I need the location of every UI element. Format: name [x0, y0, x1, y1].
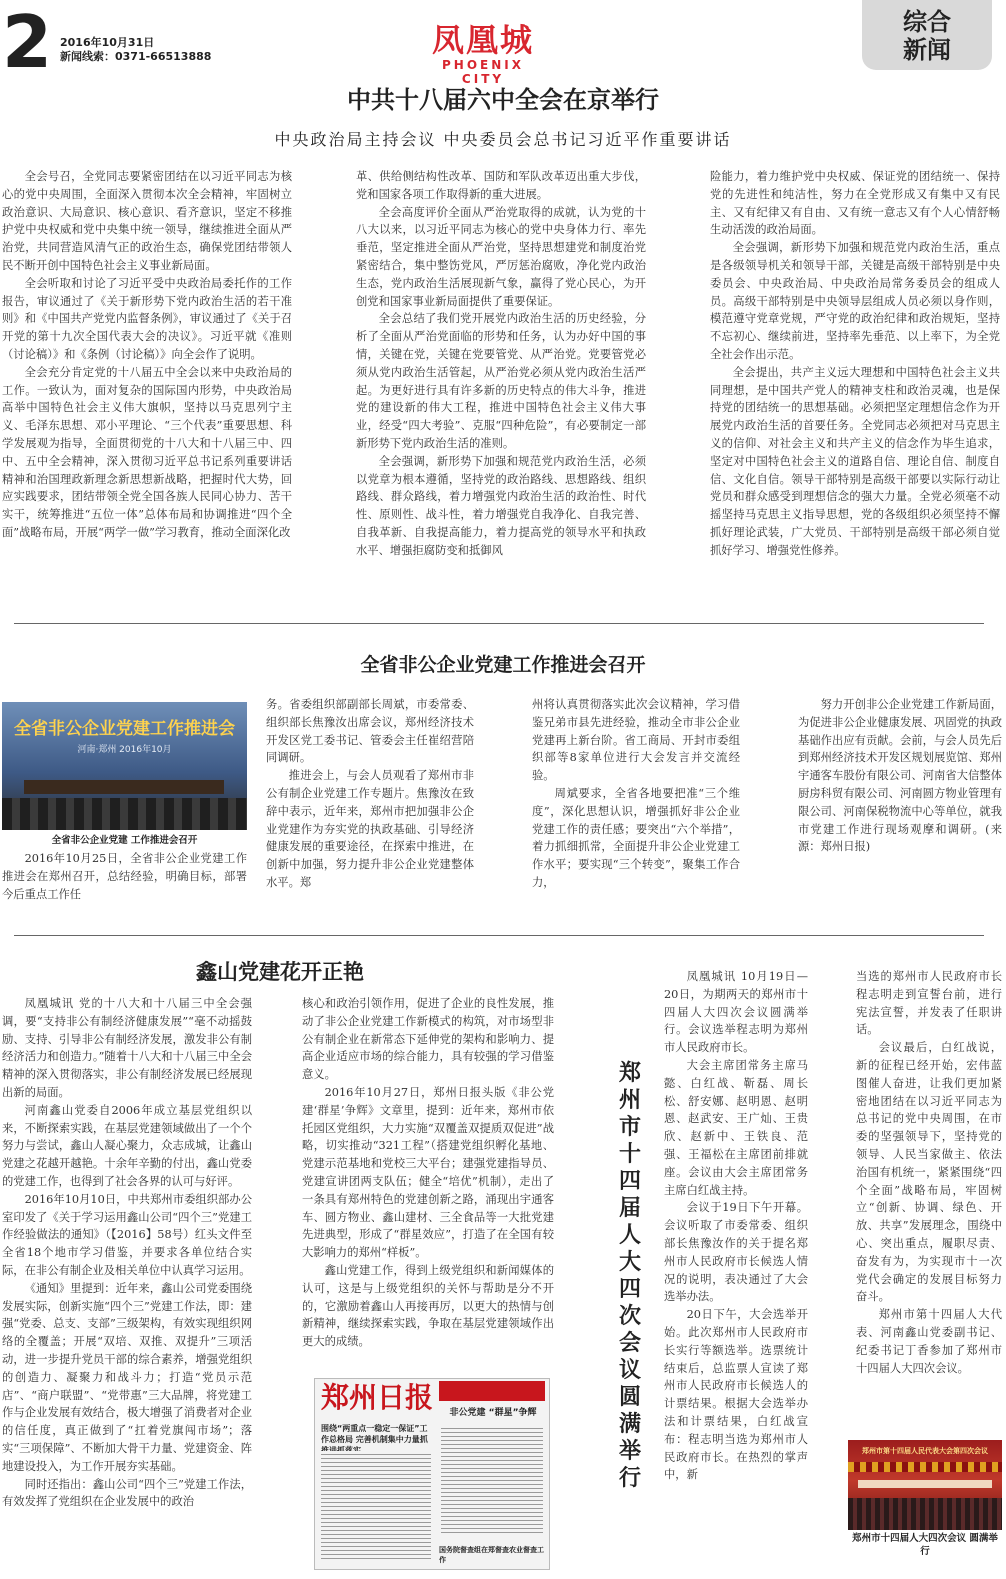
paragraph: 20日下午，大会选举开始。此次郑州市人民政府市长实行等额选举。选票统计结束后，总监票人宣读了郑州市人民政府市长候选人的计票结果。根据大会选举办法和计票结果，白红战宣布：程志明当选为郑州市人民政府市长。在热烈的掌声中，新 — [664, 1308, 808, 1482]
section-divider — [14, 623, 984, 624]
headline-plenum: 中共十八届六中全会在京举行 — [347, 86, 659, 114]
paragraph: 全会高度评价全面从严治党取得的成就，认为党的十八大以来，以习近平同志为核心的党中央身体力行、率先垂范，坚定推进全面从严治党，坚持思想建党和制度治党紧密结合，集中整饬党风，严厉惩治腐败，净化党内政治生态，党内政治生活展现新气象，赢得了党心民心，为开创党和国家事业新局面提供了重要保证。 — [356, 205, 646, 308]
paragraph: 鑫山党建工作，得到上级党组织和新闻媒体的认可，这是与上级党组织的关怀与帮助是分不开的，它激励着鑫山人再接再厉，以更大的热情与创新精神，继续探索实践，争取在基层党建领域作出更大的成绩。 — [302, 1263, 554, 1349]
congress-photo-caption: 郑州市十四届人大四次会议 圆满举行 — [852, 1533, 998, 1557]
congress-photo — [848, 1440, 1002, 1530]
paragraph: 努力开创非公企业党建工作新局面，为促进非公企业健康发展、巩固党的执政基础作出应有贡献。会前，与会人员先后到郑州经济技术开发区规划展览馆、郑州宇通客车股份有限公司、河南省大信整体厨房科贸有限公司、河南圆方物业管理有限公司、河南保税物流中心等单位，就我市党建工作进行现场观摩和调研。(来源：郑州日报) — [798, 698, 1002, 854]
paragraph: 会议最后，白红战说，新的征程已经开始，宏伟蓝图催人奋进，让我们更加紧密地团结在以习近平同志为总书记的党中央周围，在市委的坚强领导下，坚持党的领导、人民当家做主、依法治国有机统一，紧紧围绕“四个全面”战略布局，牢固树立“创新、协调、绿色、开放、共享”发展理念，围绕中心、突出重点，履职尽责、奋发有为，为实现市十一次党代会确定的发展目标努力奋斗。 — [856, 1041, 1002, 1304]
paragraph: 2016年10月25日，全省非公企业党建工作推进会在郑州召开，总结经验，明确目标，部署今后重点工作任 — [2, 852, 247, 901]
paragraph: 全会号召，全党同志要紧密团结在以习近平同志为核心的党中央周围，全面深入贯彻本次全会精神，牢固树立政治意识、大局意识、核心意识、看齐意识，坚定不移推护党中央权威和党中央集中统一领导，继续推进全面从严治党，共同营造风清气正的政治生态，确保党团结带领人民不断开创中国特色社会主义事业新局面。 — [2, 170, 292, 272]
paragraph: 全会强调，新形势下加强和规范党内政治生活，重点是各级领导机关和领导干部，关键是高级干部特别是中央委员会、中央政治局、中央政治局常务委员会的组成人员。高级干部特别是中央领导层组成人员必须以身作则，模范遵守党章党规，严守党的政治纪律和政治规矩，坚持不忘初心、继续前进，坚持率先垂范、以上率下，为全党全社会作出示范。 — [710, 241, 1000, 361]
paragraph: 郑州市第十四届人大代表、河南鑫山党委副书记、纪委书记丁香参加了郑州市十四届人大四次会议。 — [856, 1308, 1002, 1375]
section-tab — [862, 0, 992, 70]
xinshan-column-1 — [2, 995, 252, 1570]
newspaper-clipping-inset-title: 非公党建 “群星”争辉 — [449, 1408, 537, 1418]
congress-photo-banner: 郑州市第十四届人民代表大会第四次会议 — [862, 1447, 988, 1455]
section-divider — [14, 935, 984, 936]
paragraph: 全会总结了我们党开展党内政治生活的历史经验，分析了全面从严治党面临的形势和任务，认为办好中国的事情，关键在党，关键在党要管党、从严治党。党要管党必须从党内政治生活管起，从严治党必须从党内政治生活严起。为更好进行具有许多新的历史特点的伟大斗争，推进党的建设新的伟大工程，推进中国特色社会主义伟大事业，经受“四大考验”、克服“四种危险”，有必要制定一部新形势下党内政治生活的准则。 — [356, 312, 646, 450]
paragraph: 《通知》里提到：近年来，鑫山公司党委围绕发展实际，创新实施“四个三”党建工作法，即：建强“党委、总支、支部”三级架构，有效实现组织网络的全覆盖；开展“双培、双推、双提升”三项活动，进一步提升党员干部的综合素养，增强党组织的创造力、凝聚力和战斗力；打造“党员示范店”、“商户联盟”、“党带惠”三大品牌，将党建工作与企业发展有效结合，极大增强了消费者对企业的信任度，真正做到了“扛着党旗闯市场”；落实“三项保障”、不断加大骨干力量、党建资金、阵地建设投入，为工作开展夯实基础。 — [2, 1281, 252, 1473]
newspaper-clipping-text-lines — [321, 1451, 431, 1561]
paragraph: 大会主席团常务主席马懿、白红战、靳磊、周长松、舒安娜、赵明恩、赵明恩、赵武安、王广灿、王贵欣、赵新中、王铁良、范强、王福松在主席团前排就座。会议由大会主席团常务主席白红战主持。 — [664, 1058, 808, 1197]
meeting-podium — [24, 780, 224, 794]
headline-xinshan: 鑫山党建花开正艳 — [196, 960, 364, 984]
section-tab-line1: 综合 — [903, 8, 951, 36]
meeting-photo — [2, 702, 247, 830]
newspaper-clipping — [314, 1378, 550, 1570]
plenum-column-3 — [710, 168, 1000, 598]
newspaper-clipping-footer: 国务院督查组在郑督查农业督查工作 — [439, 1546, 544, 1564]
plenum-column-1 — [2, 168, 292, 598]
paragraph: 同时还指出：鑫山公司“四个三”党建工作法，有效发挥了党组织在企业发展中的政治 — [2, 1477, 252, 1509]
paragraph: 会议于19日下午开幕。会议听取了市委常委、组织部长焦豫汝作的关于提名郑州市人民政府市长候选人情况的说明，表决通过了大会选举办法。 — [664, 1201, 808, 1304]
paragraph: 务。省委组织部副部长周斌，市委常委、组织部长焦豫汝出席会议，郑州经济技术开发区党工委书记、管委会主任崔绍营陪同调研。 — [266, 698, 474, 765]
paragraph: 河南鑫山党委自2006年成立基层党组织以来，不断探索实践，在基层党建领域做出了一个个努力与尝试，鑫山人凝心聚力，众志成城，让鑫山党建之花越开越艳。十余年辛勤的付出，鑫山党委的党建工作，也得到了社会各界的认可与好评。 — [2, 1103, 252, 1188]
paragraph: 全会强调，新形势下加强和规范党内政治生活，必须以党章为根本遵循，坚持党的政治路线、思想路线、组织路线、群众路线，着力增强党内政治生活的政治性、时代性、原则性、战斗性，着力增强党自我净化、自我完善、自我革新、自我提高能力，着力提高党的领导水平和执政水平、增强拒腐防变和抵御风 — [356, 454, 646, 557]
meeting-photo-banner: 全省非公企业党建工作推进会 — [14, 719, 235, 739]
plenum-column-2 — [356, 168, 646, 598]
meeting-audience — [2, 798, 247, 830]
newspaper-clipping-inset-text — [441, 1425, 543, 1535]
news-hotline: 新闻线索：0371-66513888 — [60, 50, 212, 63]
newspaper-clipping-inset-bar — [439, 1381, 545, 1401]
section-tab-line2: 新闻 — [903, 36, 951, 64]
paragraph: 当选的郑州市人民政府市长程志明走到宣誓台前，进行宪法宣誓，并发表了任职讲话。 — [856, 970, 1002, 1037]
congress-photo-flags — [848, 1462, 1002, 1472]
congress-column-1 — [664, 968, 808, 1563]
masthead-logo-en: PHOENIX CITY — [442, 58, 524, 86]
paragraph: 推进会上，与会人员观看了郑州市非公有制企业党建工作专题片。焦豫汝在致辞中表示，近年来，郑州市把加强非公企业党建作为夯实党的执政基础、引导经济健康发展的重要途径，在探索中推进，在创新中加强，努力提升非公企业党建整体水平。郑 — [266, 769, 474, 889]
congress-photo-audience — [848, 1498, 1002, 1530]
paragraph: 险能力，着力维护党中央权威、保证党的团结统一、保持党的先进性和纯洁性，努力在全党形成又有集中又有民主、又有纪律又有自由、又有统一意志又有个人心情舒畅生动活泼的政治局面。 — [710, 170, 1000, 237]
paragraph: 全会提出，共产主义远大理想和中国特色社会主义共同理想，是中国共产党人的精神支柱和政治灵魂，也是保持党的团结统一的思想基础。必须把坚定理想信念作为开展党内政治生活的首要任务。全党同志必须把对马克思主义的信仰、对社会主义和共产主义的信念作为毕生追求，坚定对中国特色社会主义的道路自信、理论自信、制度自信、文化自信。领导干部特别是高级干部要以实际行动让党员和群众感受到理想信念的强大力量。全党必须毫不动摇坚持马克思主义指导思想，党的各级组织必须坚持不懈抓好理论武装，广大党员、干部特别是高级干部必须自觉抓好学习、增强党性修养。 — [710, 365, 1000, 557]
paragraph: 核心和政治引领作用，促进了企业的良性发展，推动了非公企业党建工作新模式的构筑，对市场型非公有制企业在新常态下延伸党的架构和影响力、提高企业适应市场的综合能力，具有较强的学习借鉴意义。 — [302, 997, 554, 1082]
paragraph: 全会听取和讨论了习近平受中央政治局委托作的工作报告，审议通过了《关于新形势下党内政治生活的若干准则》和《中国共产党党内监督条例》，审议通过了《关于召开党的第十九次全国代表大会的决议》。习近平就《准则（讨论稿）》和《条例（讨论稿）》向全会作了说明。 — [2, 276, 292, 361]
xinshan-column-2 — [302, 995, 554, 1370]
meeting-photo-subbanner: 河南·郑州 2016年10月 — [77, 745, 172, 755]
meeting-column-3 — [532, 696, 740, 911]
paragraph: 凤凰城讯 10月19日—20日，为期两天的郑州市十四届人大四次会议圆满举行。会议选举程志明为郑州市人民政府市长。 — [664, 970, 808, 1055]
subheadline-plenum: 中央政治局主持会议 中央委员会总书记习近平作重要讲话 — [274, 130, 732, 149]
congress-column-2 — [856, 968, 1002, 1423]
issue-date: 2016年10月31日 — [60, 36, 155, 49]
paragraph: 全会充分肯定党的十八届五中全会以来中央政治局的工作。一致认为，面对复杂的国际国内形势，中央政治局高举中国特色社会主义伟大旗帜，坚持以马克思列宁主义、毛泽东思想、邓小平理论、“三个代表”重要思想、科学发展观为指导，全面贯彻党的十八大和十八届三中、四中、五中全会精神，深入贯彻习近平总书记系列重要讲话精神和治国理政新理念新思想新战略，把握时代大势，回应实践要求，团结带领全党全国各族人民同心协力、苦干实干，统筹推进“五位一体”总体布局和协调推进“四个全面”战略布局，开展“两学一做”学习教育，推动全面深化改 — [2, 365, 292, 539]
headline-party-building-meeting: 全省非公企业党建工作推进会召开 — [360, 654, 646, 676]
masthead-logo-cn: 凤凰城 — [431, 21, 534, 59]
congress-photo-rostrum — [858, 1480, 992, 1488]
paragraph: 周斌要求，全省各地要把准“三个维度”，深化思想认识，增强抓好非公企业党建工作的责任感；要突出“六个举措”，着力抓细抓常，全面提升非公企业党建工作水平；要实现“三个转变”，聚集工作合力， — [532, 786, 740, 889]
meeting-column-1 — [2, 850, 247, 910]
newspaper-clipping-headline: 围绕“两重点一稳定一保证”工作总格局 完善机制集中力量抓 — [321, 1424, 428, 1444]
paragraph: 凤凰城讯 党的十八大和十八届三中全会强调，要“支持非公有制经济健康发展”“毫不动摇鼓励、支持、引导非公有制经济发展，激发非公有制经济活力和创造力。”随着十八大和十八届三中全会精神的深入贯彻落实，非公有制经济发展已经展现出新的局面。 — [2, 997, 252, 1099]
page-number: 2 — [2, 0, 53, 84]
meeting-photo-caption: 全省非公企业党建 工作推进会召开 — [51, 835, 198, 846]
paragraph: 革、供给侧结构性改革、国防和军队改革迈出重大步伐，党和国家各项工作取得新的重大进展。 — [356, 170, 646, 201]
paragraph: 2016年10月27日，郑州日报头版《非公党建‘群星’争辉》文章里，提到：近年来，郑州市依托园区党组织，大力实施“双覆盖双提质双促进”战略，切实推动“321工程”（搭建党组织孵化基地、党建示范基地和党校三大平台；建强党建指导员、党建宣讲团两支队伍；健全“培优”机制），走出了一条具有郑州特色的党建创新之路，涌现出宇通客车、圆方物业、鑫山建材、三全食品等一大批党建先进典型，形成了“群星效应”，打造了在全国有较大影响力的郑州“样板”。 — [302, 1085, 554, 1260]
paragraph: 2016年10月10日，中共郑州市委组织部办公室印发了《关于学习运用鑫山公司“四个三”党建工作经验做法的通知》（【2016】58号）红头文件至全省18个地市学习借鉴，并要求各单位结合实际，在非公有制企业及相关单位中认真学习运用。 — [2, 1192, 252, 1277]
paragraph: 州将认真贯彻落实此次会议精神，学习借鉴兄弟市县先进经验，推动全市非公企业党建再上新台阶。省工商局、开封市委组织部等8家单位进行大会发言并交流经验。 — [532, 698, 740, 783]
newspaper-clipping-masthead: 郑州日报 — [321, 1381, 434, 1414]
meeting-column-2 — [266, 696, 474, 911]
masthead-logo — [422, 21, 544, 86]
meeting-column-4 — [798, 696, 1002, 911]
headline-zhengzhou-congress: 郑州市十四届人大四次会议圆满举行 — [618, 1061, 641, 1491]
